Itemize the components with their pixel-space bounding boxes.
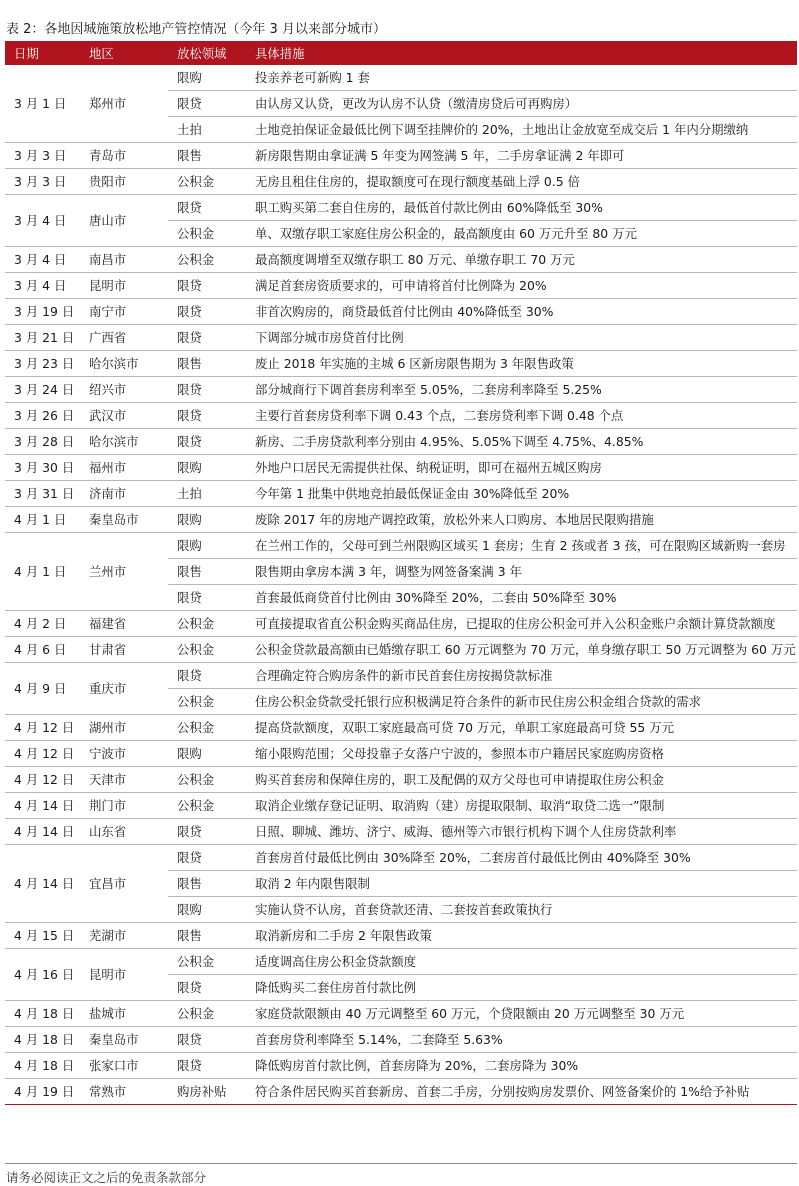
- cell-date: 3 月 4 日: [5, 273, 80, 299]
- cell-date: 4 月 16 日: [5, 949, 80, 1001]
- table-row: [5, 273, 797, 299]
- cell-field: 限购: [168, 507, 246, 533]
- cell-measure: 外地户口居民无需提供社保、纳税证明，即可在福州五城区购房: [246, 455, 797, 481]
- cell-area: 秦皇岛市: [80, 1027, 168, 1053]
- cell-area: 昆明市: [80, 273, 168, 299]
- table-row: [5, 611, 797, 637]
- cell-measure: 日照、聊城、潍坊、济宁、威海、德州等六市银行机构下调个人住房贷款利率: [246, 819, 797, 845]
- cell-area: 广西省: [80, 325, 168, 351]
- cell-field: 限贷: [168, 1053, 246, 1079]
- cell-field: 限贷: [168, 403, 246, 429]
- table-row: [5, 845, 797, 871]
- cell-field: 限贷: [168, 195, 246, 221]
- cell-field: 限贷: [168, 273, 246, 299]
- table-row: [5, 923, 797, 949]
- cell-field: 限贷: [168, 845, 246, 871]
- cell-field: 限贷: [168, 1027, 246, 1053]
- cell-measure: 实施认贷不认房，首套贷款还清、二套按首套政策执行: [246, 897, 797, 923]
- header-measure: 具体措施: [246, 41, 797, 65]
- table-row: [5, 247, 797, 273]
- table-row: [5, 1079, 797, 1105]
- cell-field: 限贷: [168, 819, 246, 845]
- cell-measure: 合理确定符合购房条件的新市民首套住房按揭贷款标准: [246, 663, 797, 689]
- cell-date: 4 月 12 日: [5, 715, 80, 741]
- cell-area: 湖州市: [80, 715, 168, 741]
- cell-area: 绍兴市: [80, 377, 168, 403]
- cell-measure: 家庭贷款限额由 40 万元调整至 60 万元，个贷限额由 20 万元调整至 30 万元: [246, 1001, 797, 1027]
- cell-date: 3 月 24 日: [5, 377, 80, 403]
- cell-measure: 单、双缴存职工家庭住房公积金的，最高额度由 60 万元升至 80 万元: [246, 221, 797, 247]
- cell-measure: 购买首套房和保障住房的，职工及配偶的双方父母也可申请提取住房公积金: [246, 767, 797, 793]
- cell-measure: 适度调高住房公积金贷款额度: [246, 949, 797, 975]
- cell-measure: 符合条件居民购买首套新房、首套二手房，分别按购房发票价、网签备案价的 1%给予补贴: [246, 1079, 797, 1105]
- cell-field: 限售: [168, 351, 246, 377]
- cell-field: 限购: [168, 741, 246, 767]
- table-row: [5, 1027, 797, 1053]
- cell-measure: 降低购买二套住房首付款比例: [246, 975, 797, 1001]
- table-row: [5, 507, 797, 533]
- cell-area: 南宁市: [80, 299, 168, 325]
- cell-measure: 住房公积金贷款受托银行应积极满足符合条件的新市民住房公积金组合贷款的需求: [246, 689, 797, 715]
- cell-area: 盐城市: [80, 1001, 168, 1027]
- cell-area: 哈尔滨市: [80, 351, 168, 377]
- cell-measure: 新房、二手房贷款利率分别由 4.95%、5.05%下调至 4.75%、4.85%: [246, 429, 797, 455]
- cell-measure: 提高贷款额度，双职工家庭最高可贷 70 万元，单职工家庭最高可贷 55 万元: [246, 715, 797, 741]
- cell-measure: 无房且租住住房的，提取额度可在现行额度基础上浮 0.5 倍: [246, 169, 797, 195]
- cell-field: 限贷: [168, 299, 246, 325]
- cell-field: 土拍: [168, 117, 246, 143]
- cell-date: 4 月 1 日: [5, 533, 80, 611]
- cell-measure: 投亲养老可新购 1 套: [246, 65, 797, 91]
- cell-field: 限售: [168, 871, 246, 897]
- cell-date: 3 月 1 日: [5, 65, 80, 143]
- cell-field: 限贷: [168, 91, 246, 117]
- cell-measure: 最高额度调增至双缴存职工 80 万元、单缴存职工 70 万元: [246, 247, 797, 273]
- cell-date: 3 月 30 日: [5, 455, 80, 481]
- cell-measure: 废止 2018 年实施的主城 6 区新房限售期为 3 年限售政策: [246, 351, 797, 377]
- cell-measure: 取消企业缴存登记证明、取消购（建）房提取限制、取消“取贷二选一”限制: [246, 793, 797, 819]
- cell-measure: 非首次购房的，商贷最低首付比例由 40%降低至 30%: [246, 299, 797, 325]
- cell-field: 限购: [168, 533, 246, 559]
- cell-measure: 公积金贷款最高额由已婚缴存职工 60 万元调整为 70 万元，单身缴存职工 50 万元调整为 60 万元: [246, 637, 797, 663]
- table-row: [5, 767, 797, 793]
- cell-field: 限购: [168, 897, 246, 923]
- table-row: [5, 299, 797, 325]
- cell-area: 济南市: [80, 481, 168, 507]
- cell-date: 3 月 31 日: [5, 481, 80, 507]
- cell-measure: 今年第 1 批集中供地竞拍最低保证金由 30%降低至 20%: [246, 481, 797, 507]
- cell-measure: 在兰州工作的，父母可到兰州限购区域买 1 套房；生育 2 孩或者 3 孩，可在限购区域新购一套房: [246, 533, 797, 559]
- cell-measure: 主要行首套房贷利率下调 0.43 个点，二套房贷利率下调 0.48 个点: [246, 403, 797, 429]
- cell-date: 4 月 6 日: [5, 637, 80, 663]
- header-area: 地区: [80, 41, 168, 65]
- cell-area: 宜昌市: [80, 845, 168, 923]
- cell-measure: 下调部分城市房贷首付比例: [246, 325, 797, 351]
- table-row: [5, 169, 797, 195]
- policy-table: [5, 41, 797, 1105]
- table-row: [5, 741, 797, 767]
- cell-field: 限贷: [168, 325, 246, 351]
- table-row: [5, 793, 797, 819]
- cell-field: 限售: [168, 923, 246, 949]
- disclaimer-note: 请务必阅读正文之后的免责条款部分: [6, 1170, 207, 1185]
- cell-area: 青岛市: [80, 143, 168, 169]
- cell-area: 唐山市: [80, 195, 168, 247]
- cell-field: 公积金: [168, 1001, 246, 1027]
- cell-date: 4 月 19 日: [5, 1079, 80, 1105]
- cell-date: 4 月 18 日: [5, 1053, 80, 1079]
- cell-field: 公积金: [168, 767, 246, 793]
- table-row: [5, 351, 797, 377]
- cell-measure: 缩小限购范围；父母投靠子女落户宁波的，参照本市户籍居民家庭购房资格: [246, 741, 797, 767]
- cell-measure: 降低购房首付款比例，首套房降为 20%，二套房降为 30%: [246, 1053, 797, 1079]
- cell-area: 武汉市: [80, 403, 168, 429]
- cell-date: 3 月 19 日: [5, 299, 80, 325]
- cell-field: 限售: [168, 559, 246, 585]
- cell-field: 公积金: [168, 247, 246, 273]
- cell-measure: 土地竞拍保证金最低比例下调至挂牌价的 20%，土地出让金放宽至成交后 1 年内分期缴纳: [246, 117, 797, 143]
- cell-area: 哈尔滨市: [80, 429, 168, 455]
- cell-date: 3 月 3 日: [5, 143, 80, 169]
- cell-date: 4 月 18 日: [5, 1001, 80, 1027]
- cell-area: 贵阳市: [80, 169, 168, 195]
- cell-field: 公积金: [168, 949, 246, 975]
- cell-date: 4 月 14 日: [5, 845, 80, 923]
- cell-area: 兰州市: [80, 533, 168, 611]
- cell-measure: 满足首套房资质要求的，可申请将首付比例降为 20%: [246, 273, 797, 299]
- cell-measure: 首套房首付最低比例由 30%降至 20%，二套房首付最低比例由 40%降至 30%: [246, 845, 797, 871]
- cell-measure: 取消新房和二手房 2 年限售政策: [246, 923, 797, 949]
- cell-area: 张家口市: [80, 1053, 168, 1079]
- table-row: [5, 429, 797, 455]
- cell-date: 4 月 14 日: [5, 819, 80, 845]
- cell-date: 4 月 18 日: [5, 1027, 80, 1053]
- cell-date: 4 月 2 日: [5, 611, 80, 637]
- cell-area: 芜湖市: [80, 923, 168, 949]
- cell-field: 限购: [168, 455, 246, 481]
- cell-date: 4 月 9 日: [5, 663, 80, 715]
- cell-field: 公积金: [168, 611, 246, 637]
- cell-date: 3 月 23 日: [5, 351, 80, 377]
- cell-measure: 可直接提取省直公积金购买商品住房，已提取的住房公积金可并入公积金账户余额计算贷款额度: [246, 611, 797, 637]
- table-row: [5, 377, 797, 403]
- cell-measure: 废除 2017 年的房地产调控政策，放松外来人口购房、本地居民限购措施: [246, 507, 797, 533]
- cell-area: 福建省: [80, 611, 168, 637]
- cell-field: 限售: [168, 143, 246, 169]
- header-date: 日期: [5, 41, 80, 65]
- table-row: [5, 325, 797, 351]
- cell-field: 公积金: [168, 689, 246, 715]
- cell-area: 天津市: [80, 767, 168, 793]
- cell-measure: 新房限售期由拿证满 5 年变为网签满 5 年，二手房拿证满 2 年即可: [246, 143, 797, 169]
- cell-field: 购房补贴: [168, 1079, 246, 1105]
- table-row: [5, 949, 797, 975]
- cell-date: 4 月 14 日: [5, 793, 80, 819]
- cell-area: 福州市: [80, 455, 168, 481]
- cell-date: 3 月 21 日: [5, 325, 80, 351]
- cell-date: 4 月 15 日: [5, 923, 80, 949]
- cell-measure: 首套房贷利率降至 5.14%，二套降至 5.63%: [246, 1027, 797, 1053]
- cell-measure: 职工购买第二套自住房的，最低首付款比例由 60%降低至 30%: [246, 195, 797, 221]
- cell-date: 3 月 4 日: [5, 195, 80, 247]
- cell-date: 3 月 4 日: [5, 247, 80, 273]
- cell-area: 郑州市: [80, 65, 168, 143]
- cell-field: 公积金: [168, 221, 246, 247]
- table-row: [5, 1001, 797, 1027]
- cell-area: 甘肃省: [80, 637, 168, 663]
- cell-measure: 部分城商行下调首套房利率至 5.05%，二套房利率降至 5.25%: [246, 377, 797, 403]
- table-body: [5, 65, 797, 1105]
- cell-date: 4 月 12 日: [5, 741, 80, 767]
- table-row: [5, 481, 797, 507]
- cell-area: 宁波市: [80, 741, 168, 767]
- cell-area: 昆明市: [80, 949, 168, 1001]
- cell-area: 山东省: [80, 819, 168, 845]
- header-field: 放松领域: [168, 41, 246, 65]
- cell-measure: 首套最低商贷首付比例由 30%降至 20%，二套由 50%降至 30%: [246, 585, 797, 611]
- cell-date: 4 月 12 日: [5, 767, 80, 793]
- table-row: [5, 533, 797, 559]
- cell-area: 重庆市: [80, 663, 168, 715]
- cell-date: 4 月 1 日: [5, 507, 80, 533]
- table-row: [5, 1053, 797, 1079]
- cell-field: 公积金: [168, 715, 246, 741]
- cell-field: 公积金: [168, 637, 246, 663]
- cell-field: 限贷: [168, 377, 246, 403]
- cell-field: 限贷: [168, 429, 246, 455]
- table-row: [5, 819, 797, 845]
- cell-field: 限贷: [168, 975, 246, 1001]
- cell-date: 3 月 3 日: [5, 169, 80, 195]
- cell-field: 公积金: [168, 793, 246, 819]
- table-row: [5, 403, 797, 429]
- table-header-row: [5, 41, 797, 65]
- table-row: [5, 715, 797, 741]
- table-caption: 表 2：各地因城施策放松地产管控情况（今年 3 月以来部分城市）: [6, 22, 386, 37]
- cell-measure: 由认房又认贷，更改为认房不认贷（缴清房贷后可再购房）: [246, 91, 797, 117]
- cell-measure: 取消 2 年内限售限制: [246, 871, 797, 897]
- table-row: [5, 455, 797, 481]
- table-row: [5, 637, 797, 663]
- table-row: [5, 195, 797, 221]
- cell-area: 常熟市: [80, 1079, 168, 1105]
- cell-date: 3 月 28 日: [5, 429, 80, 455]
- table-row: [5, 663, 797, 689]
- cell-field: 限贷: [168, 585, 246, 611]
- cell-field: 公积金: [168, 169, 246, 195]
- cell-measure: 限售期由拿房本满 3 年，调整为网签备案满 3 年: [246, 559, 797, 585]
- footer-divider: [5, 1163, 797, 1164]
- cell-field: 土拍: [168, 481, 246, 507]
- cell-area: 荆门市: [80, 793, 168, 819]
- table-row: [5, 143, 797, 169]
- cell-field: 限购: [168, 65, 246, 91]
- table-row: [5, 65, 797, 91]
- cell-date: 3 月 26 日: [5, 403, 80, 429]
- cell-field: 限贷: [168, 663, 246, 689]
- cell-area: 秦皇岛市: [80, 507, 168, 533]
- cell-area: 南昌市: [80, 247, 168, 273]
